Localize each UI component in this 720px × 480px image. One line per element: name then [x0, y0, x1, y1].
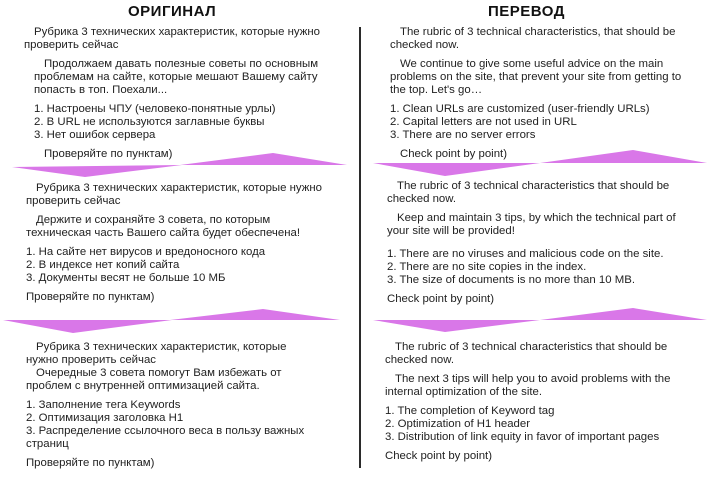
- down-arrow-shape: [373, 320, 540, 332]
- up-arrow-shape: [540, 150, 707, 163]
- section-intro: Держите и сохраняйте 3 совета, по которым техническая часть Вашего сайта будет обеспечена!: [26, 214, 300, 239]
- section-footer: Check point by point): [385, 450, 493, 462]
- list-item: 3. Документы весят не больше 10 МБ: [26, 272, 226, 284]
- translation-section-3: [385, 341, 675, 463]
- original-section-1: [24, 26, 334, 161]
- section-intro: We continue to give some useful advice on the main problems on the site, that prevent your site from getting to the top. Let's go…: [390, 58, 682, 96]
- up-arrow-shape: [170, 309, 340, 320]
- section-heading: Рубрика 3 технических характеристик, которые нужно проверить сейчас: [26, 182, 322, 207]
- up-arrow-shape: [180, 153, 347, 165]
- section-intro: Keep and maintain 3 tips, by which the technical part of your site will be provided!: [387, 212, 676, 237]
- section-footer: Проверяйте по пунктам): [26, 291, 155, 303]
- section-heading: The rubric of 3 technical characteristics that should be checked now.: [385, 341, 668, 366]
- list-item: 3. Нет ошибок сервера: [34, 129, 156, 141]
- list-item: 2. Optimization of H1 header: [385, 418, 530, 430]
- list-item: 3. Distribution of link equity in favor of important pages: [385, 431, 660, 443]
- section-heading: Рубрика 3 технических характеристик, которые нужно проверить сейчас: [26, 341, 287, 366]
- list-item: 1. The completion of Keyword tag: [385, 405, 555, 417]
- translation-section-2: [387, 180, 677, 306]
- list-item: 1. На сайте нет вирусов и вредоносного кода: [26, 246, 266, 258]
- section-footer: Проверяйте по пунктам): [44, 148, 173, 160]
- section-heading: The rubric of 3 technical characteristics, that should be checked now.: [390, 26, 676, 51]
- section-footer: Check point by point): [387, 293, 495, 305]
- translation-section-1: [390, 26, 690, 161]
- section-separator-1: [0, 148, 720, 180]
- original-section-2: [26, 182, 336, 304]
- list-item: 2. Оптимизация заголовка H1: [26, 412, 184, 424]
- list-item: 1. There are no viruses and malicious code on the site.: [387, 248, 664, 260]
- column-divider: [359, 27, 361, 468]
- list-item: 2. There are no site copies in the index.: [387, 261, 587, 273]
- down-arrow-shape: [373, 163, 540, 176]
- list-item: 2. Capital letters are not used in URL: [390, 116, 577, 128]
- list-item: 1. Clean URLs are customized (user-friendly URLs): [390, 103, 650, 115]
- section-separator-2: [0, 306, 720, 338]
- list-item: 3. The size of documents is no more than 10 MB.: [387, 274, 635, 286]
- list-item: 3. Распределение ссылочного веса в пользу важных страниц: [26, 425, 305, 450]
- section-intro: Очередные 3 совета помогут Вам избежать от проблем с внутренней оптимизацией сайта.: [26, 367, 282, 392]
- down-arrow-shape: [12, 165, 182, 177]
- list-item: 1. Настроены ЧПУ (человеко-понятные урлы): [34, 103, 276, 115]
- section-heading: Рубрика 3 технических характеристик, которые нужно проверить сейчас: [24, 26, 320, 51]
- original-section-3: [26, 341, 311, 470]
- list-item: 2. В URL не используются заглавные буквы: [34, 116, 265, 128]
- list-item: 1. Заполнение тега Keywords: [26, 399, 181, 411]
- translation-column-title: ПЕРЕВОД: [488, 3, 565, 20]
- section-intro: Продолжаем давать полезные советы по основным проблемам на сайте, которые мешают Вашему сайту попасть в топ. Поехали...: [34, 58, 319, 96]
- section-footer: Проверяйте по пунктам): [26, 457, 155, 469]
- section-intro: The next 3 tips will help you to avoid problems with the internal optimization of the site.: [385, 373, 671, 398]
- list-item: 2. В индексе нет копий сайта: [26, 259, 180, 271]
- up-arrow-shape: [540, 308, 707, 320]
- list-item: 3. There are no server errors: [390, 129, 536, 141]
- section-heading: The rubric of 3 technical characteristics that should be checked now.: [387, 180, 670, 205]
- down-arrow-shape: [3, 320, 172, 333]
- original-column-title: ОРИГИНАЛ: [128, 3, 217, 20]
- section-footer: Check point by point): [400, 148, 508, 160]
